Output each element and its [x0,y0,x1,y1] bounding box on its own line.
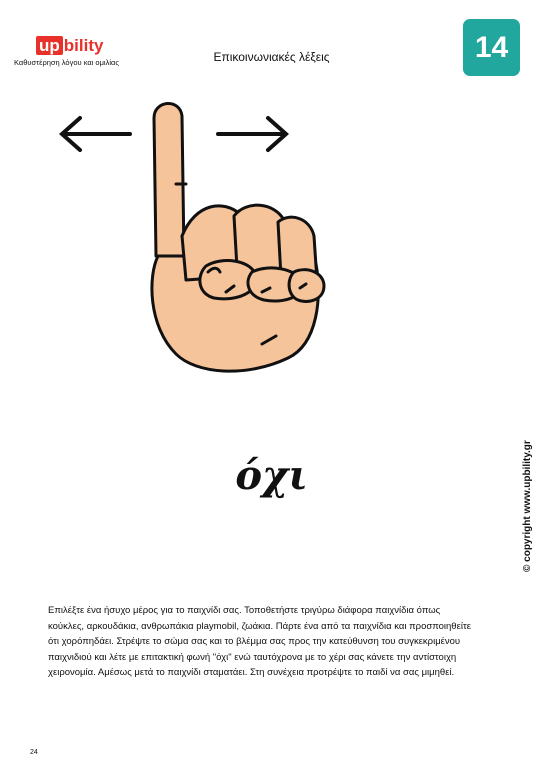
page-number: 24 [30,749,38,756]
right-arrow-icon [218,118,286,150]
card-number-badge: 14 [463,19,520,76]
logo-suffix: bility [63,36,104,55]
page-title: Επικοινωνιακές λέξεις [213,50,330,64]
logo-subtitle: Καθυστέρηση λόγου και ομιλίας [14,58,119,67]
logo-prefix: up [36,36,63,55]
left-arrow-icon [62,118,130,150]
target-word: όχι [235,452,308,499]
copyright-notice: © copyright www.upbility.gr [522,440,533,572]
instructions-paragraph: Επιλέξτε ένα ήσυχο μέρος για το παιχνίδι σας. Τοποθετήστε τριγύρω διάφορα παιχνίδια όπως κούκλες, αρκουδάκια, ανθρωπάκια playmobil, ζωάκια. Πάρτε ένα από τα παιχνίδια και προσποιηθείτε ότι χορόπηδάει. Στρέψτε το σώμα σας και το βλέμμα σας προς την κατεύθυνση του συγκεκριμένου παιχνιδιού και λέτε με επιτακτική φωνή "όχι" ενώ ταυτόχρονα με το χέρι σας κάνετε την αντίστοιχη χειρονομία. Αμέσως μετά το παιχνίδι σταματάει. Στη συνέχεια προτρέψτε το παιδί να σας μιμηθεί. [48,605,471,678]
hand-index-finger-wag-icon [56,96,356,421]
